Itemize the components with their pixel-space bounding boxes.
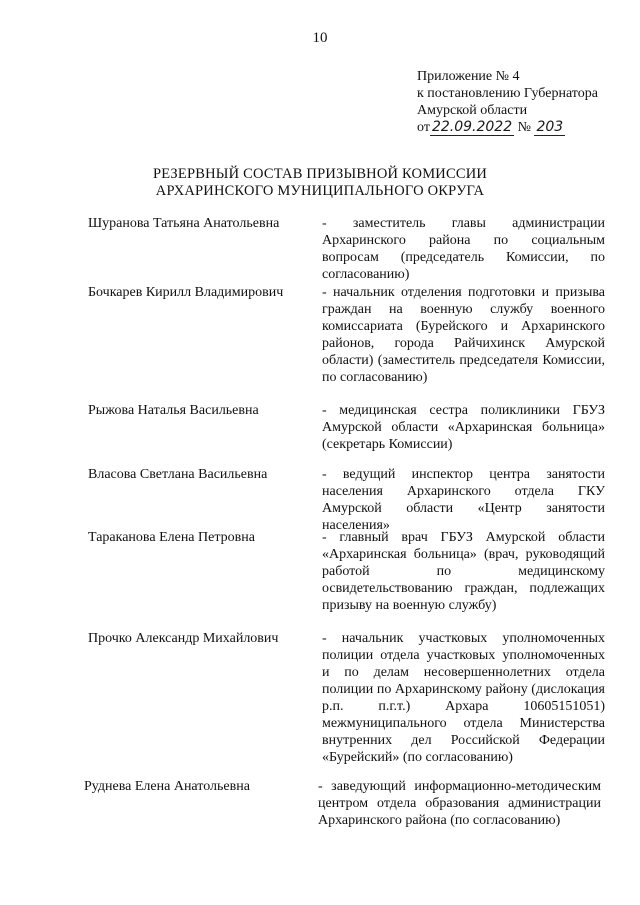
date-prefix: от	[417, 120, 430, 135]
member-role: - заведующий информационно-методическим центром отдела образования администрации Архаринского района (по согласованию)	[318, 779, 601, 828]
document-title	[0, 166, 640, 200]
appendix-title: Приложение № 4	[417, 69, 520, 84]
member-role: - начальник отделения подготовки и призыва граждан на военную службу военного комиссариата (Бурейского и Архаринского районов, города Райчихинск Амурской области) (заместитель председателя Комиссии, по согласованию)	[322, 285, 605, 385]
member-name: Бочкарев Кирилл Владимирович	[88, 285, 284, 300]
member-role: - начальник участковых уполномоченных полиции отдела участковых уполномоченных и по делам несовершеннолетних отдела полиции по Архаринскому району (дислокация р.п. п.г.т.) Архара 10605151051) межмуниципального отдела Министерства внутренних дел Российской Федерации «Бурейский» (по согласованию)	[322, 631, 605, 765]
title-line-1: РЕЗЕРВНЫЙ СОСТАВ ПРИЗЫВНОЙ КОМИССИИ	[152, 166, 488, 182]
member-name: Тараканова Елена Петровна	[88, 530, 255, 545]
appendix-block	[417, 68, 627, 136]
title-line-2: АРХАРИНСКОГО МУНИЦИПАЛЬНОГО ОКРУГА	[155, 183, 485, 199]
appendix-region-line: Амурской области	[417, 103, 528, 118]
appendix-date-line	[417, 119, 627, 136]
handwritten-number: 203	[536, 119, 564, 135]
appendix-decree-line: к постановлению Губернатора	[417, 86, 598, 101]
member-role: - ведущий инспектор центра занятости населения Архаринского отдела ГКУ Амурской области «Центр занятости населения»	[322, 467, 605, 533]
member-name: Рыжова Наталья Васильевна	[88, 403, 259, 418]
member-role: - медицинская сестра поликлиники ГБУЗ Амурской области «Архаринская больница» (секретарь Комиссии)	[322, 403, 605, 452]
member-name: Прочко Александр Михайлович	[88, 631, 279, 646]
number-prefix: №	[517, 120, 531, 135]
member-role: - главный врач ГБУЗ Амурской области «Архаринская больница» (врач, руководящий работой по медицинскому освидетельствованию граждан, подлежащих призыву на военную службу)	[322, 530, 605, 613]
member-name: Власова Светлана Васильевна	[88, 467, 268, 482]
member-name: Шуранова Татьяна Анатольевна	[88, 216, 280, 231]
page-number: 10	[312, 30, 328, 46]
member-name: Руднева Елена Анатольевна	[84, 779, 250, 794]
member-role: - заместитель главы администрации Архаринского района по социальным вопросам (председатель Комиссии, по согласованию)	[322, 216, 605, 282]
handwritten-date: 22.09.2022	[431, 119, 513, 135]
